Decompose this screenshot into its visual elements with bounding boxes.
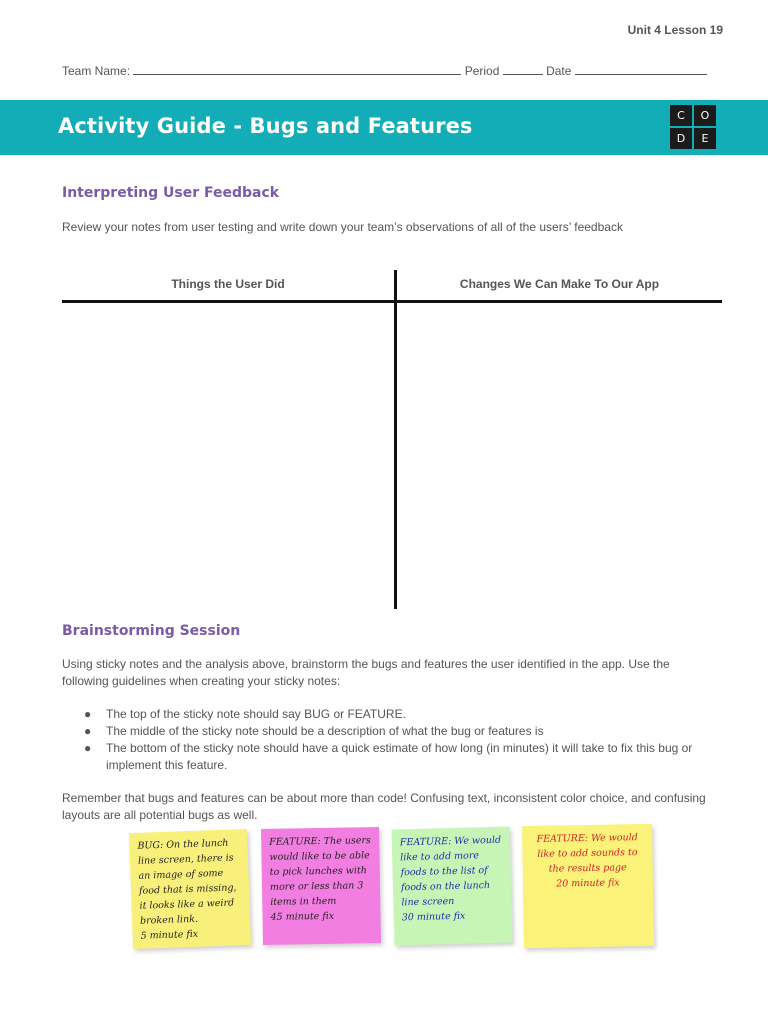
title-banner [0, 100, 768, 155]
period-label: Period [464, 64, 500, 78]
date-label: Date [546, 64, 572, 78]
team-name-label: Team Name: [62, 64, 131, 78]
section-title-feedback: Interpreting User Feedback [62, 185, 280, 201]
logo-letter: C [670, 105, 692, 126]
page-title: Activity Guide - Bugs and Features [58, 114, 473, 138]
period-blank [503, 63, 543, 75]
logo-letter: D [670, 128, 692, 149]
sticky-note-feature: FEATURE: We would like to add more foods to the list of foods on the lunch line screen 30 minute fix [392, 826, 513, 945]
list-item: ● The bottom of the sticky note should have a quick estimate of how long (in minutes) it will take to fix this bug or implement this feature. [84, 741, 693, 772]
section-title-brainstorming: Brainstorming Session [62, 623, 241, 639]
list-item: ● The top of the sticky note should say BUG or FEATURE. [84, 707, 406, 721]
brainstorm-intro: Using sticky notes and the analysis above, brainstorm the bugs and features the user identified in the app. Use the following guidelines when creating your sticky notes: [62, 657, 670, 688]
sticky-note-bug: BUG: On the lunch line screen, there is an image of some food that is missing, it looks like a weird broken link. 5 minute fix [129, 829, 251, 949]
sticky-note-feature: FEATURE: The users would like to be able to pick lunches with more or less than 3 items in them 45 minute fix [261, 827, 381, 945]
lesson-label: Unit 4 Lesson 19 [627, 23, 723, 37]
guidelines-list [62, 706, 732, 774]
column-header-user-did: Things the User Did [171, 277, 285, 291]
logo-letter: O [694, 105, 716, 126]
reminder-text: Remember that bugs and features can be about more than code! Confusing text, inconsistent color choice, and confusing layouts are all potential bugs as well. [62, 791, 706, 822]
header-fields [62, 63, 707, 78]
feedback-instructions: Review your notes from user testing and write down your team’s observations of all of the users’ feedback [62, 220, 623, 234]
sticky-note-feature: FEATURE: We would like to add sounds to the results page 20 minute fix [522, 824, 654, 948]
logo-letter: E [694, 128, 716, 149]
list-item: ● The middle of the sticky note should be a description of what the bug or features is [84, 724, 544, 738]
bullet-icon: ● [84, 707, 92, 721]
date-blank [575, 63, 707, 75]
table-vertical-rule [394, 270, 397, 609]
code-logo [670, 105, 716, 149]
team-name-blank [133, 63, 461, 75]
column-header-changes: Changes We Can Make To Our App [459, 277, 660, 291]
bullet-icon: ● [84, 741, 92, 755]
bullet-icon: ● [84, 724, 92, 738]
table-horizontal-rule [62, 300, 722, 303]
